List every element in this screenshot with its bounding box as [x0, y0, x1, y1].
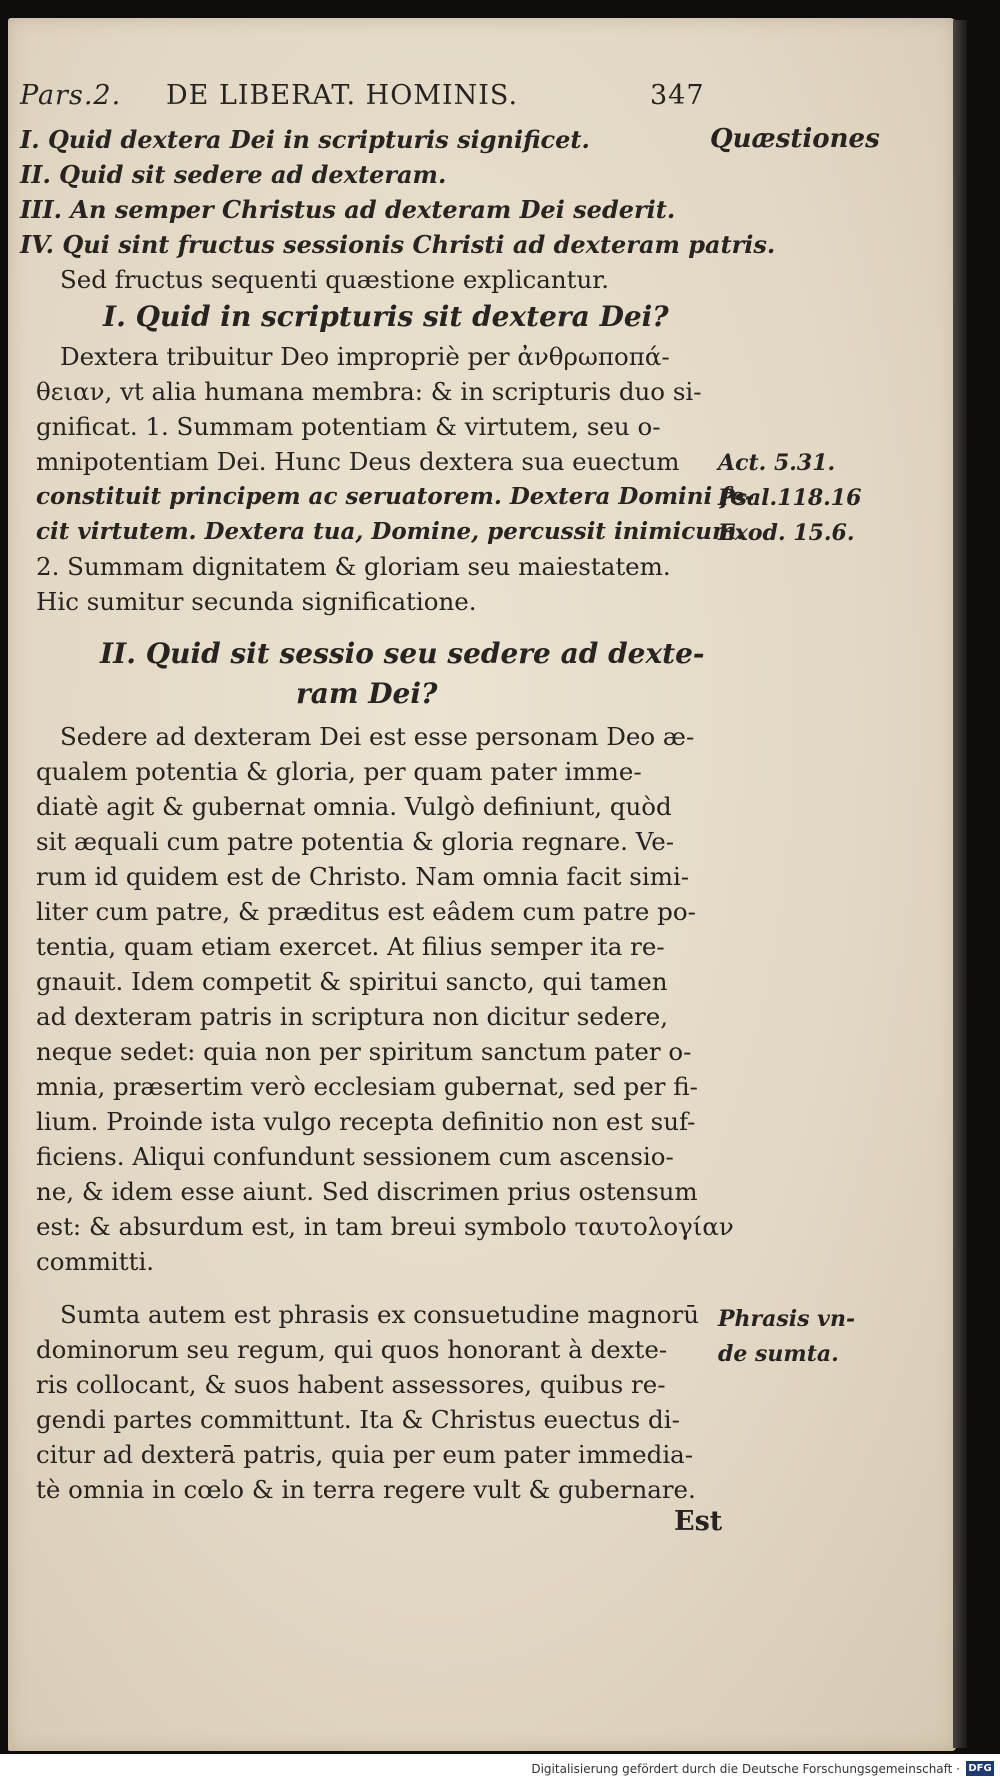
- page-edge-shadow: [953, 20, 967, 1748]
- text-line: neque sedet: quia non per spiritum sanctum pater o-: [36, 1037, 692, 1066]
- section-heading-2-cont: ram Dei?: [296, 677, 438, 710]
- text-line: Sed fructus sequenti quæstione explicantur.: [60, 265, 610, 294]
- text-line: gnauit. Idem competit & spiritui sancto, qui tamen: [36, 967, 668, 996]
- text-line-italic: cit virtutem. Dextera tua, Domine, percussit inimicum.: [36, 518, 745, 545]
- text-line: rum id quidem est de Christo. Nam omnia facit simi-: [36, 862, 690, 891]
- catchword: Est: [674, 1506, 723, 1537]
- text-line: Hic sumitur secunda significatione.: [36, 587, 477, 616]
- text-line: citur ad dexterā patris, quia per eum pater immedia-: [36, 1440, 694, 1469]
- margin-reference: Psal.118.16: [718, 485, 862, 511]
- section-heading-2: II. Quid sit sessio seu sedere ad dexte-: [100, 637, 705, 670]
- running-head-title: DE LIBERAT. HOMINIS.: [166, 80, 519, 111]
- text-line: est: & absurdum est, in tam breui symbolo ταυτολογίαν: [36, 1212, 734, 1241]
- text-line: ficiens. Aliqui confundunt sessionem cum ascensio-: [36, 1142, 674, 1171]
- question-line: II. Quid sit sedere ad dexteram.: [20, 160, 447, 189]
- page-number: 347: [650, 80, 705, 111]
- text-line: ad dexteram patris in scriptura non dicitur sedere,: [36, 1002, 669, 1031]
- text-line-italic: constituit principem ac seruatorem. Dextera Domini fe-: [36, 483, 755, 510]
- text-line: mnia, præsertim verò ecclesiam gubernat, sed per fi-: [36, 1072, 698, 1101]
- margin-note-phrasis: Phrasis vn-: [718, 1306, 856, 1332]
- text-line: committi.: [36, 1247, 155, 1276]
- book-page: [8, 18, 956, 1751]
- question-line: I. Quid dextera Dei in scripturis significet.: [20, 125, 590, 154]
- text-line: ris collocant, & suos habent assessores, quibus re-: [36, 1370, 666, 1399]
- footer-credit: Digitalisierung gefördert durch die Deutsche Forschungsgemeinschaft ·: [531, 1762, 960, 1776]
- text-line: 2. Summam dignitatem & gloriam seu maiestatem.: [36, 552, 671, 581]
- text-line: sit æquali cum patre potentia & gloria regnare. Ve-: [36, 827, 674, 856]
- text-line: qualem potentia & gloria, per quam pater imme-: [36, 757, 642, 786]
- question-line: IV. Qui sint fructus sessionis Christi ad dexteram patris.: [20, 230, 776, 259]
- text-line: tentia, quam etiam exercet. At filius semper ita re-: [36, 932, 665, 961]
- question-line: III. An semper Christus ad dexteram Dei sederit.: [20, 195, 676, 224]
- margin-reference: Act. 5.31.: [718, 450, 836, 476]
- margin-reference: Exod. 15.6.: [718, 520, 855, 546]
- text-line: gendi partes committunt. Ita & Christus euectus di-: [36, 1405, 680, 1434]
- dfg-logo-icon: DFG: [966, 1761, 994, 1776]
- text-line: diatè agit & gubernat omnia. Vulgò definiunt, quòd: [36, 792, 672, 821]
- text-line: Dextera tribuitur Deo impropriè per ἀνθρωποπά-: [60, 342, 670, 371]
- text-line: dominorum seu regum, qui quos honorant à dexte-: [36, 1335, 668, 1364]
- text-line: θειαν, vt alia humana membra: & in scripturis duo si-: [36, 377, 702, 406]
- text-line: liter cum patre, & præditus est eâdem cum patre po-: [36, 897, 696, 926]
- text-line: Sedere ad dexteram Dei est esse personam Deo æ-: [60, 722, 695, 751]
- text-line: tè omnia in cœlo & in terra regere vult & gubernare.: [36, 1475, 696, 1504]
- margin-note-phrasis: de sumta.: [718, 1341, 839, 1367]
- footer-bar: [0, 1754, 1000, 1783]
- text-line: ne, & idem esse aiunt. Sed discrimen prius ostensum: [36, 1177, 698, 1206]
- margin-note-quaestiones: Quæstiones: [710, 124, 880, 154]
- text-line: Sumta autem est phrasis ex consuetudine magnorū: [60, 1300, 699, 1329]
- text-line: mnipotentiam Dei. Hunc Deus dextera sua euectum: [36, 447, 680, 476]
- running-head-part: Pars.2.: [20, 80, 122, 111]
- text-line: lium. Proinde ista vulgo recepta definitio non est suf-: [36, 1107, 696, 1136]
- section-heading-1: I. Quid in scripturis sit dextera Dei?: [103, 300, 669, 333]
- text-line: gnificat. 1. Summam potentiam & virtutem, seu o-: [36, 412, 661, 441]
